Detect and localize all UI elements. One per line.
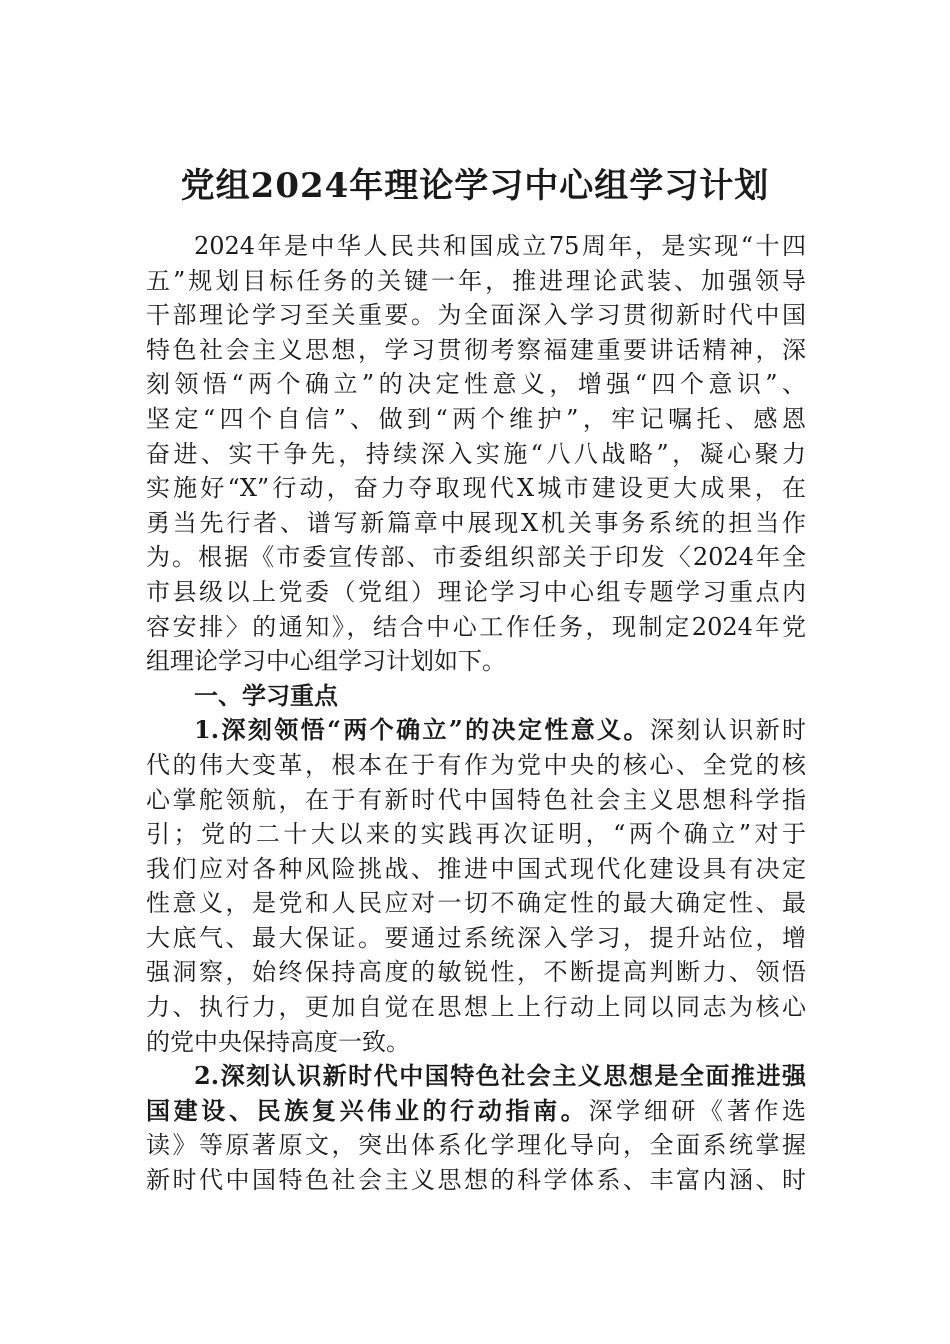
list-item [146,1059,806,1197]
text-line: 强洞察，始终保持高度的敏锐性，不断提高判断力、领悟 [146,958,806,987]
document-body [146,229,806,1198]
text-line: 读》等原著原文，突出体系化学理化导向，全面系统掌握 [146,1131,806,1160]
text-line: 容安排〉的通知》，结合中心工作任务，现制定2024年党 [146,612,806,641]
text-line: 的党中央保持高度一致。 [146,1027,410,1056]
text-line: 奋进、实干争先，持续深入实施“八八战略”，凝心聚力 [146,439,806,468]
text-line [146,1094,806,1129]
text-line: 代的伟大变革，根本在于有作为党中央的核心、全党的核 [146,750,806,779]
text-line: 心掌舵领航，在于有新时代中国特色社会主义思想科学指 [146,785,806,814]
text-line: 为。根据《市委宣传部、市委组织部关于印发〈2024年全 [146,543,806,572]
section-heading [146,679,806,714]
list-item [146,713,806,1059]
text-line: 市县级以上党委（党组）理论学习中心组专题学习重点内 [146,577,806,606]
text-line: 组理论学习中心组学习计划如下。 [146,647,506,676]
text-line: 勇当先行者、谱写新篇章中展现X机关事务系统的担当作 [146,508,806,537]
text-line [146,713,806,748]
lead-rest: 深刻认识新时 [649,716,806,745]
lead-rest: 深学细研《著作选 [588,1096,807,1125]
document-title: 党组2024年理论学习中心组学习计划 [180,166,770,206]
text-line: 坚定“四个自信”、做到“两个维护”，牢记嘱托、感恩 [146,404,806,433]
text-line: 2.深刻认识新时代中国特色社会主义思想是全面推进强 [194,1061,806,1091]
text-line: 干部理论学习至关重要。为全面深入学习贯彻新时代中国 [146,301,806,330]
text-line: 特色社会主义思想，学习贯彻考察福建重要讲话精神，深 [146,335,806,364]
text-line: 我们应对各种风险挑战、推进中国式现代化建设具有决定 [146,854,806,883]
bold-lead: 1.深刻领悟“两个确立”的决定性意义。 [194,715,650,745]
text-line: 力、执行力，更加自觉在思想上上行动上同以同志为核心 [146,993,806,1022]
text-line: 2024年是中华人民共和国成立75周年，是实现“十四 [194,232,806,260]
bold-lead: 国建设、民族复兴伟业的行动指南。 [146,1095,589,1125]
text-line: 五”规划目标任务的关键一年，推进理论武装、加强领导 [146,266,806,295]
heading-text: 一、学习重点 [194,680,338,710]
text-line: 大底气、最大保证。要通过系统深入学习，提升站位，增 [146,923,806,952]
text-line: 性意义，是党和人民应对一切不确定性的最大确定性、最 [146,889,806,918]
text-line: 新时代中国特色社会主义思想的科学体系、丰富内涵、时 [146,1166,806,1195]
text-line: 引；党的二十大以来的实践再次证明，“两个确立”对于 [146,820,806,849]
text-line: 实施好“X”行动，奋力夺取现代X城市建设更大成果，在 [146,474,806,503]
text-line: 刻领悟“两个确立”的决定性意义，增强“四个意识”、 [146,370,806,399]
intro-paragraph [146,229,806,679]
